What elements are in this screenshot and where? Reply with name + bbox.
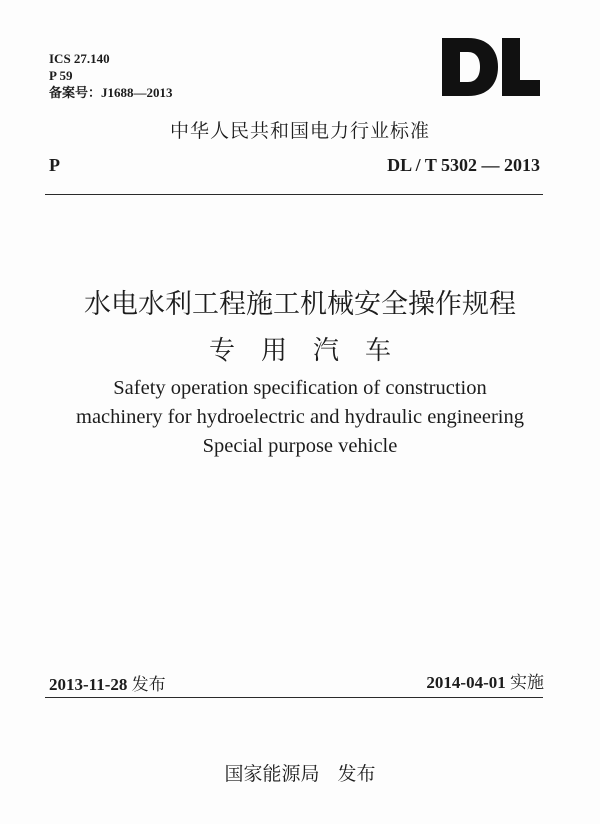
classification-codes bbox=[49, 50, 173, 101]
dl-logo-mark bbox=[440, 36, 542, 98]
record-number: 备案号：J1688—2013 bbox=[49, 85, 173, 100]
classification-letter: P bbox=[49, 155, 60, 175]
chinese-subtitle: 专用汽车 bbox=[208, 336, 417, 366]
english-title-line: machinery for hydroelectric and hydraulic engineering bbox=[76, 406, 524, 428]
standard-category-title: 中华人民共和国电力行业标准 bbox=[169, 120, 430, 142]
dl-logo bbox=[440, 36, 542, 98]
effective-date-block bbox=[426, 668, 544, 693]
effective-date: 2014-04-01 bbox=[426, 673, 506, 692]
effective-label: 实施 bbox=[510, 673, 544, 693]
chinese-title: 水电水利工程施工机械安全操作规程 bbox=[84, 289, 516, 320]
bottom-divider bbox=[45, 697, 543, 698]
standard-number: DL / T 5302 — 2013 bbox=[387, 155, 540, 175]
english-title-line: Special purpose vehicle bbox=[202, 435, 398, 457]
issuing-authority: 国家能源局 发布 bbox=[224, 763, 376, 785]
top-divider bbox=[45, 194, 543, 195]
class-code: P 59 bbox=[49, 68, 73, 83]
english-title-line: Safety operation specification of construction bbox=[113, 377, 487, 399]
issue-date-block bbox=[49, 670, 166, 695]
ics-code: ICS 27.140 bbox=[49, 51, 110, 66]
issue-date: 2013-11-28 bbox=[49, 675, 128, 694]
english-title bbox=[0, 374, 600, 461]
issue-label: 发布 bbox=[131, 675, 166, 695]
